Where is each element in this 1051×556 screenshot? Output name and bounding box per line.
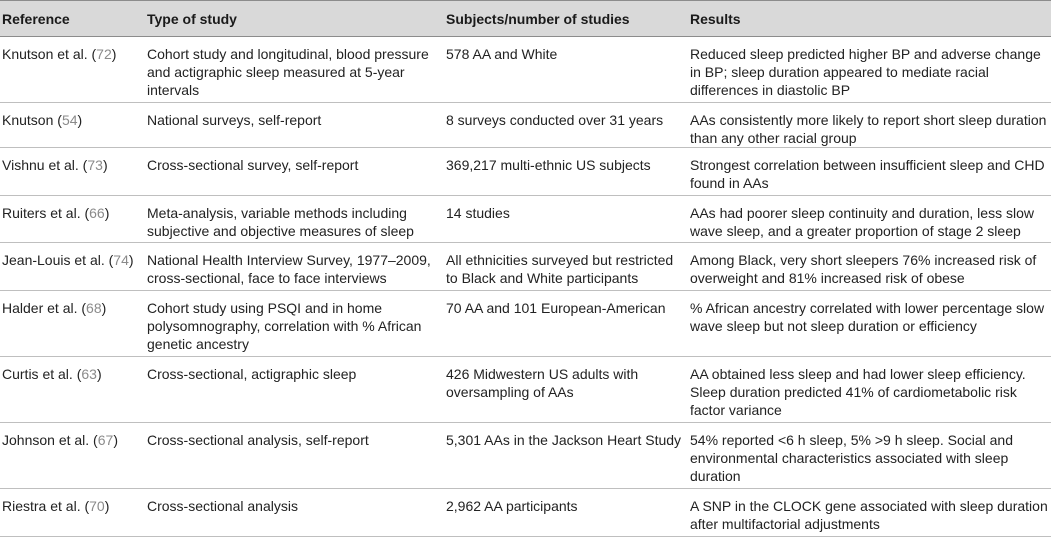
reference-cell: Johnson et al. (67) — [0, 423, 146, 489]
results-cell: AAs consistently more likely to report short sleep duration than any other racial group — [688, 103, 1051, 148]
subjects-cell: 8 surveys conducted over 31 years — [446, 103, 688, 148]
results-cell: A SNP in the CLOCK gene associated with sleep duration after multifactorial adjustments — [688, 489, 1051, 537]
type-cell: Cross-sectional analysis — [146, 489, 446, 537]
reference-link[interactable]: 68 — [86, 300, 102, 316]
reference-link[interactable]: 66 — [89, 205, 105, 221]
type-cell: Cross-sectional, actigraphic sleep — [146, 357, 446, 423]
table-row — [0, 291, 1051, 357]
reference-link[interactable]: 63 — [81, 366, 97, 382]
type-cell: Cohort study and longitudinal, blood pressure and actigraphic sleep measured at 5-year intervals — [146, 37, 446, 103]
reference-cell: Riestra et al. (70) — [0, 489, 146, 537]
reference-cell: Knutson (54) — [0, 103, 146, 148]
table-row — [0, 243, 1051, 291]
reference-link[interactable]: 72 — [96, 46, 112, 62]
subjects-cell: 5,301 AAs in the Jackson Heart Study — [446, 423, 688, 489]
type-cell: National surveys, self-report — [146, 103, 446, 148]
subjects-cell: 369,217 multi-ethnic US subjects — [446, 148, 688, 196]
reference-cell: Curtis et al. (63) — [0, 357, 146, 423]
table-row — [0, 489, 1051, 537]
table-row — [0, 148, 1051, 196]
reference-link[interactable]: 73 — [87, 157, 103, 173]
reference-link[interactable]: 70 — [89, 498, 105, 514]
reference-link[interactable]: 67 — [97, 432, 114, 448]
subjects-cell: 70 AA and 101 European-American — [446, 291, 688, 357]
subjects-cell: 2,962 AA participants — [446, 489, 688, 537]
reference-cell: Vishnu et al. (73) — [0, 148, 146, 196]
subjects-cell: All ethnicities surveyed but restricted to Black and White participants — [446, 243, 688, 291]
results-cell: 54% reported <6 h sleep, 5% >9 h sleep. Social and environmental characteristics associated with sleep duration — [688, 423, 1051, 489]
subjects-cell: 426 Midwestern US adults with oversampling of AAs — [446, 357, 688, 423]
header-type-of-study: Type of study — [146, 1, 446, 37]
type-cell: National Health Interview Survey, 1977–2009, cross-sectional, face to face interviews — [146, 243, 446, 291]
type-cell: Cross-sectional survey, self-report — [146, 148, 446, 196]
table-row — [0, 103, 1051, 148]
results-cell: Among Black, very short sleepers 76% increased risk of overweight and 81% increased risk of obese — [688, 243, 1051, 291]
header-subjects: Subjects/number of studies — [446, 1, 688, 37]
header-results: Results — [688, 1, 1051, 37]
results-cell: Strongest correlation between insufficient sleep and CHD found in AAs — [688, 148, 1051, 196]
reference-link[interactable]: 54 — [61, 112, 78, 128]
table-row — [0, 423, 1051, 489]
table-row — [0, 357, 1051, 423]
results-cell: AAs had poorer sleep continuity and duration, less slow wave sleep, and a greater proportion of stage 2 sleep — [688, 196, 1051, 243]
table-row — [0, 37, 1051, 103]
type-cell: Cohort study using PSQI and in home polysomnography, correlation with % African genetic ancestry — [146, 291, 446, 357]
table-body — [0, 37, 1051, 537]
type-cell: Meta-analysis, variable methods including subjective and objective measures of sleep — [146, 196, 446, 243]
table-row — [0, 196, 1051, 243]
reference-cell: Jean-Louis et al. (74) — [0, 243, 146, 291]
results-cell: Reduced sleep predicted higher BP and adverse change in BP; sleep duration appeared to mediate racial differences in diastolic BP — [688, 37, 1051, 103]
results-cell: AA obtained less sleep and had lower sleep efficiency. Sleep duration predicted 41% of cardiometabolic risk factor variance — [688, 357, 1051, 423]
type-cell: Cross-sectional analysis, self-report — [146, 423, 446, 489]
reference-cell: Knutson et al. (72) — [0, 37, 146, 103]
subjects-cell: 14 studies — [446, 196, 688, 243]
reference-cell: Halder et al. (68) — [0, 291, 146, 357]
reference-cell: Ruiters et al. (66) — [0, 196, 146, 243]
subjects-cell: 578 AA and White — [446, 37, 688, 103]
results-cell: % African ancestry correlated with lower percentage slow wave sleep but not sleep duration or efficiency — [688, 291, 1051, 357]
header-reference: Reference — [0, 1, 146, 37]
header-row — [0, 1, 1051, 37]
reference-link[interactable]: 74 — [113, 252, 129, 268]
table-header — [0, 1, 1051, 37]
